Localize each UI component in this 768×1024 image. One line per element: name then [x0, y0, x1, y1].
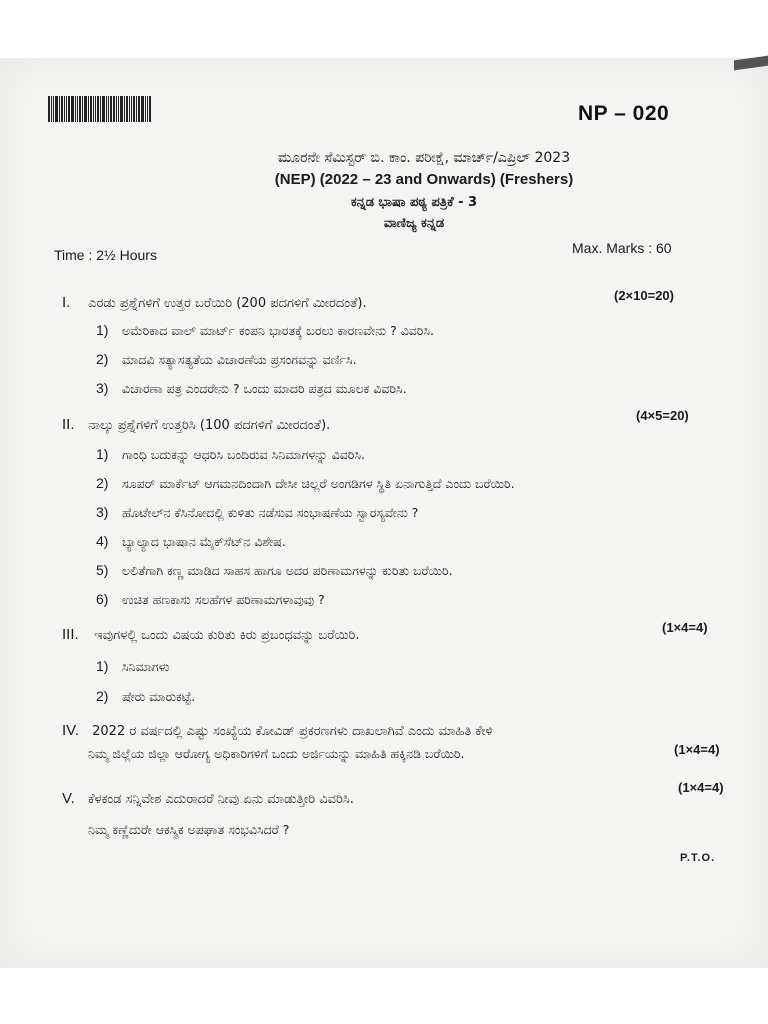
- question-text: ವಿಚಾರಣಾ ಪತ್ರ ಎಂದರೇನು ? ಒಂದು ಮಾದರಿ ಪತ್ರದ ಮೂಲಕ ವಿವರಿಸಿ.: [122, 381, 407, 396]
- section-2-heading: [62, 416, 682, 433]
- section-1-instruction: ಎರಡು ಪ್ರಶ್ನೆಗಳಿಗೆ ಉತ್ತರ ಬರೆಯಿರಿ (200 ಪದಗಳಿಗೆ ಮೀರದಂತೆ).: [88, 296, 367, 311]
- exam-duration: Time : 2½ Hours: [54, 247, 157, 263]
- barcode-bar: [113, 96, 115, 122]
- section-2-number: II.: [62, 416, 75, 433]
- question-text: ಸಿನಿಮಾಗಳು: [122, 659, 170, 674]
- barcode-bar: [102, 96, 105, 122]
- barcode-bar: [71, 96, 74, 122]
- section-4-instruction: 2022 ರ ವರ್ಷದಲ್ಲಿ ಎಷ್ಟು ಸಂಖ್ಯೆಯ ಕೋವಿಡ್ ಪ್ರಕರಣಗಳು ದಾಖಲಾಗಿವೆ ಎಂದು ಮಾಹಿತಿ ಕೇಳಿ: [92, 724, 493, 739]
- section-2-marks: (4×5=20): [636, 408, 689, 423]
- paper-code: NP – 020: [578, 102, 670, 125]
- barcode-bar: [129, 96, 130, 122]
- section-3-topic-2: [96, 688, 195, 705]
- question-text: ಮಾದವಿ ಸತ್ಯಾಸತ್ಯತೆಯ ವಿಚಾರಣೆಯ ಪ್ರಸಂಗವನ್ನು ವರ್ಣಿಸಿ.: [122, 352, 357, 367]
- question-number: 5): [96, 562, 109, 578]
- exam-scheme-line: (NEP) (2022 – 23 and Onwards) (Freshers): [274, 171, 574, 188]
- barcode-bar: [110, 96, 112, 122]
- section-1-heading: [62, 294, 682, 311]
- section-2-question-3: [96, 504, 418, 521]
- section-1-question-1: [96, 322, 434, 339]
- barcode-bar: [131, 96, 132, 122]
- barcode-bar: [147, 96, 148, 122]
- max-marks: Max. Marks : 60: [572, 240, 672, 256]
- barcode-bar: [77, 96, 78, 122]
- section-2-question-6: [96, 591, 325, 608]
- section-3-marks: (1×4=4): [662, 620, 708, 635]
- barcode-bar: [95, 96, 96, 122]
- question-text: ಸೂಪರ್ ಮಾರ್ಕೆಟ್ ಆಗಮನದಿಂದಾಗಿ ದೇಸೀ ಚಿಲ್ಲರೆ ಅಂಗಡಿಗಳ ಸ್ಥಿತಿ ಏನಾಗುತ್ತಿದೆ ಎಂದು ಬರೆಯಿರಿ.: [122, 476, 515, 491]
- section-4-number: IV.: [62, 722, 79, 739]
- section-3-topic-1: [96, 658, 169, 675]
- question-text: ಷೇರು ಮಾರುಕಟ್ಟೆ.: [122, 689, 196, 704]
- barcode-bar: [51, 96, 52, 122]
- section-5-heading: [62, 790, 682, 807]
- barcode-bar: [108, 96, 109, 122]
- question-number: 2): [96, 351, 109, 367]
- barcode-bar: [126, 96, 128, 122]
- barcode-bar: [149, 96, 151, 122]
- barcode-bar: [133, 96, 135, 122]
- section-1-marks: (2×10=20): [614, 288, 674, 303]
- barcode-bar: [141, 96, 144, 122]
- barcode-bar: [84, 96, 87, 122]
- barcode-bar: [64, 96, 65, 122]
- barcode: [48, 96, 156, 122]
- barcode-bar: [136, 96, 137, 122]
- barcode-bar: [68, 96, 70, 122]
- barcode-bar: [138, 96, 140, 122]
- section-1-number: I.: [62, 294, 71, 311]
- section-2-question-2: [96, 475, 515, 492]
- section-2-question-1: [96, 446, 365, 463]
- barcode-bar: [53, 96, 54, 122]
- section-3-instruction: ಇವುಗಳಲ್ಲಿ ಒಂದು ವಿಷಯ ಕುರಿತು ಕಿರು ಪ್ರಬಂಧವನ್ನು ಬರೆಯಿರಿ.: [94, 628, 360, 643]
- barcode-bar: [145, 96, 146, 122]
- section-1-question-3: [96, 380, 407, 397]
- section-2-instruction: ನಾಲ್ಕು ಪ್ರಶ್ನೆಗಳಿಗೆ ಉತ್ತರಿಸಿ (100 ಪದಗಳಿಗೆ ಮೀರದಂತೆ).: [88, 418, 331, 433]
- question-number: 4): [96, 533, 109, 549]
- question-number: 1): [96, 446, 109, 462]
- question-number: 1): [96, 658, 109, 674]
- exam-title-kannada: ಮೂರನೇ ಸೆಮಿಸ್ಟರ್ ಬಿ. ಕಾಂ. ಪರೀಕ್ಷೆ, ಮಾರ್ಚ್/ಎಪ್ರಿಲ್ 2023: [277, 150, 571, 166]
- question-text: ಗಾಂಧಿ ಬದುಕನ್ನು ಆಧರಿಸಿ ಬಂದಿರುವ ಸಿನಿಮಾಗಳನ್ನು ವಿವರಿಸಿ.: [122, 447, 366, 462]
- barcode-bar: [97, 96, 99, 122]
- barcode-bar: [55, 96, 58, 122]
- barcode-bar: [93, 96, 94, 122]
- question-number: 1): [96, 322, 109, 338]
- section-5-number: V.: [62, 790, 75, 807]
- question-text: ಉಚಿತ ಹಣಕಾಸು ಸಲಹೆಗಳ ಪರಿಣಾಮಗಳಾವುವು ?: [122, 592, 325, 607]
- section-2-question-5: [96, 562, 453, 579]
- barcode-bar: [90, 96, 92, 122]
- section-2-question-4: [96, 533, 286, 550]
- section-4-instruction-continued: ನಿಮ್ಮ ಜಿಲ್ಲೆಯ ಜಿಲ್ಲಾ ಆರೋಗ್ಯ ಅಧಿಕಾರಿಗಳಿಗೆ ಒಂದು ಅರ್ಜಿಯನ್ನು ಮಾಹಿತಿ ಹಕ್ಕಿನಡಿ ಬರೆಯಿರಿ.: [88, 746, 465, 761]
- section-1-question-2: [96, 351, 357, 368]
- question-number: 3): [96, 504, 109, 520]
- question-number: 2): [96, 688, 109, 704]
- section-3-heading: [62, 626, 682, 643]
- barcode-bar: [59, 96, 60, 122]
- section-4-heading: [62, 722, 682, 739]
- barcode-bar: [100, 96, 101, 122]
- section-3-number: III.: [62, 626, 79, 643]
- barcode-bar: [120, 96, 123, 122]
- barcode-bar: [61, 96, 63, 122]
- barcode-bar: [88, 96, 89, 122]
- paper-name: ಕನ್ನಡ ಭಾಷಾ ಪಠ್ಯ ಪತ್ರಿಕೆ - 3: [350, 195, 478, 210]
- section-5-marks: (1×4=4): [678, 780, 724, 795]
- barcode-bar: [48, 96, 50, 122]
- question-text: ಹೊಟೇಲ್‌ನ ಕೆಸಿನೋದಲ್ಲಿ ಕುಳಿತು ನಡೆಸುವ ಸಂಭಾಷಣೆಯ ಸ್ವಾರಸ್ಯವೇನು ?: [122, 505, 419, 520]
- barcode-bar: [124, 96, 125, 122]
- barcode-bar: [79, 96, 81, 122]
- question-number: 6): [96, 591, 109, 607]
- barcode-bar: [106, 96, 107, 122]
- question-number: 3): [96, 380, 109, 396]
- barcode-bar: [116, 96, 117, 122]
- question-text: ಬ್ಯಾಲ್ಯಾದ ಭಾಷಾನ ಮೈಕ್‌ಸೆಟ್‌ನ ವಿಶೇಷ.: [122, 534, 286, 549]
- question-text: ಅಮೆರಿಕಾದ ವಾಲ್ ಮಾರ್ಟ್ ಕಂಪನಿ ಭಾರತಕ್ಕೆ ಬರಲು ಕಾರಣವೇನು ? ವಿವರಿಸಿ.: [122, 323, 434, 338]
- barcode-bar: [75, 96, 76, 122]
- section-5-scenario: ನಿಮ್ಮ ಕಣ್ಣೆದುರೇ ಆಕಸ್ಮಿಕ ಅಪಘಾತ ಸಂಭವಿಸಿದರೆ ?: [88, 822, 290, 837]
- barcode-bar: [118, 96, 119, 122]
- barcode-bar: [82, 96, 83, 122]
- section-5-instruction: ಕೆಳಕಂಡ ಸನ್ನಿವೇಶ ಎದುರಾದರೆ ನೀವು ಏನು ಮಾಡುತ್ತೀರಿ ವಿವರಿಸಿ.: [88, 792, 354, 807]
- section-4-marks: (1×4=4): [674, 742, 720, 757]
- barcode-bar: [66, 96, 67, 122]
- question-text: ಲಲಿತೆಗಾಗಿ ಕಣ್ಣ ಮಾಡಿದ ಸಾಹಸ ಹಾಗೂ ಅದರ ಪರಿಣಾಮಗಳನ್ನು ಕುರಿತು ಬರೆಯಿರಿ.: [122, 563, 453, 578]
- question-number: 2): [96, 475, 109, 491]
- subject-name: ವಾಣಿಜ್ಯ ಕನ್ನಡ: [383, 216, 445, 231]
- please-turn-over: P.T.O.: [680, 852, 716, 864]
